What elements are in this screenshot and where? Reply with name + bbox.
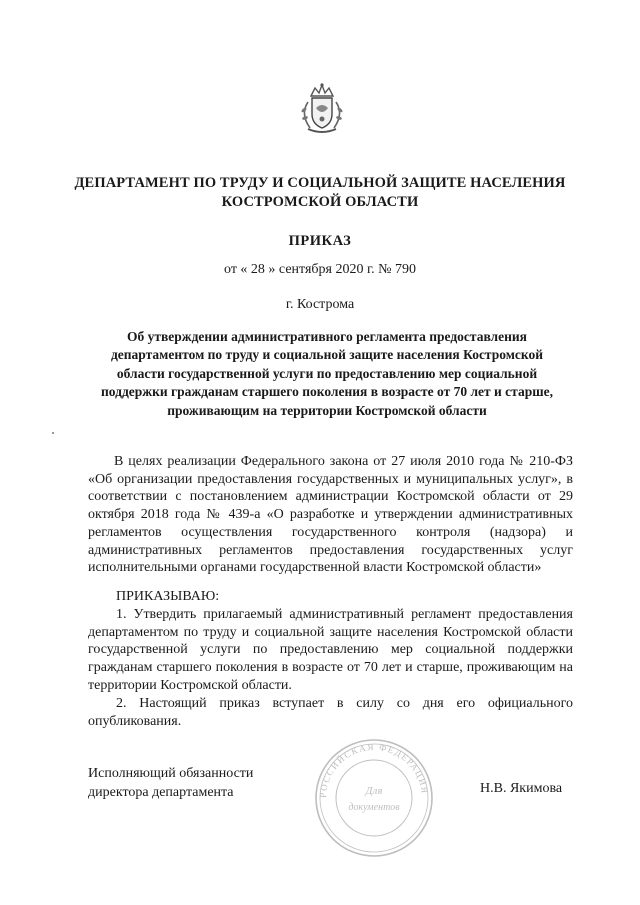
signatory-position-line-2: директора департамента bbox=[88, 785, 234, 800]
coat-of-arms-icon bbox=[294, 82, 350, 136]
order-subject: Об утверждении административного регламента предоставления департаментом по труду и социальной защите населения Костромской области государственной услуги по предоставлению мер социальной поддержки гражданам старшего поколения в возрасте от 70 лет и старше, проживающим на территории Костромской области bbox=[100, 329, 553, 418]
preamble-paragraph: В целях реализации Федерального закона от 27 июля 2010 года № 210-ФЗ «Об организации предоставления государственных и муниципальных услуг», в соответствии с постановлением администрации Костромской области от 29 октября 2018 года № 439-а «О разработке и утверждении административных регламентов осуществления государственного контроля (надзора) и административных регламентов предоставления государственных услуг исполнительными органами государственной власти Костромской области» bbox=[88, 454, 573, 576]
signatory-name: Н.В. Якимова bbox=[480, 781, 563, 796]
seal-inner-text-2: документов bbox=[348, 802, 400, 813]
order-item-2: 2. Настоящий приказ вступает в силу со дня его официального опубликования. bbox=[88, 696, 573, 729]
scan-speck bbox=[52, 432, 54, 434]
order-item-1: 1. Утвердить прилагаемый административный регламент предоставления департаментом по труду и социальной защите населения Костромской области государственной услуги по предоставлению мер социальной поддержки гражданам старшего поколения в возрасте от 70 лет и старше, проживающим на территории Костромской области. bbox=[88, 607, 573, 693]
order-city: г. Кострома bbox=[285, 297, 355, 312]
signatory-position bbox=[88, 764, 253, 802]
order-date-number: от « 28 » сентября 2020 г. № 790 bbox=[224, 262, 416, 277]
seal-outer-text: РОССИЙСКАЯ ФЕДЕРАЦИЯ bbox=[317, 741, 430, 799]
department-name: ДЕПАРТАМЕНТ ПО ТРУДУ И СОЦИАЛЬНОЙ ЗАЩИТЕ НАСЕЛЕНИЯ КОСТРОМСКОЙ ОБЛАСТИ bbox=[74, 175, 566, 210]
order-word: ПРИКАЗЫВАЮ: bbox=[116, 589, 220, 604]
seal-inner-text-1: Для bbox=[365, 785, 383, 797]
document-type: ПРИКАЗ bbox=[288, 233, 352, 249]
signatory-position-line-1: Исполняющий обязанности bbox=[88, 766, 254, 781]
official-seal-icon bbox=[312, 736, 436, 860]
